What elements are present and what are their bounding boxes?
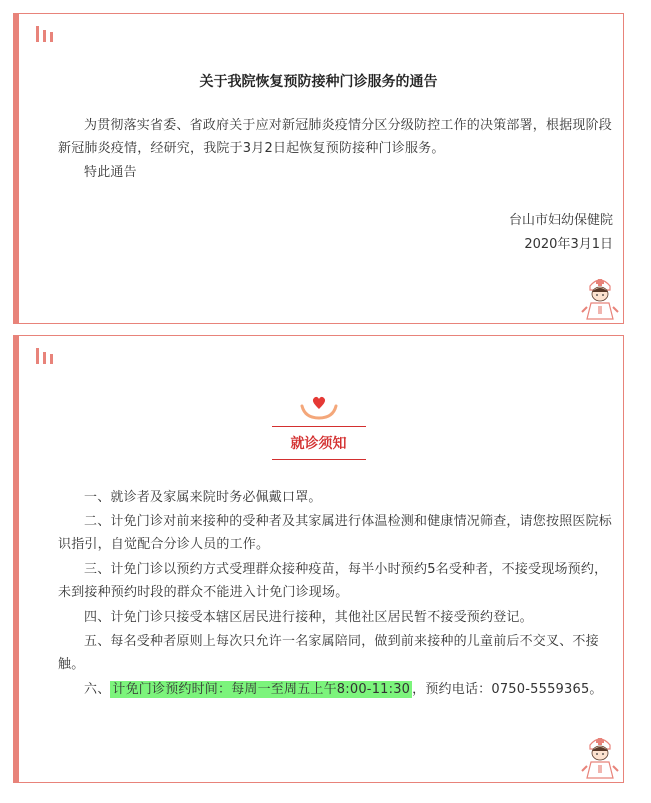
guide-card [13,335,624,783]
guide-title: 就诊须知 [272,426,366,460]
guide-item-6-prefix: 六、 [84,682,111,697]
guide-item-1: 一、就诊者及家属来院时务必佩戴口罩。 [84,490,322,505]
guide-item-2: 二、计免门诊对前来接种的受种者及其家属进行体温检测和健康情况筛查，请您按照医院标识指引，自觉配合分诊人员的工作。 [58,514,613,552]
guide-item-3: 三、计免门诊以预约方式受理群众接种疫苗，每半小时预约5名受种者，不接受现场预约，未到接种预约时段的群众不能进入计免门诊现场。 [58,562,608,600]
guide-item-6-phone: ，预约电话：0750-5559365。 [412,682,603,697]
notice-date: 2020年3月1日 [524,237,613,252]
notice-body: 为贯彻落实省委、省政府关于应对新冠肺炎疫情分区分级防控工作的决策部署，根据现阶段新冠肺炎疫情，经研究，我院于3月2日起恢复预防接种门诊服务。 [58,118,613,156]
notice-card [13,13,624,324]
nurse-icon [580,731,620,781]
bars-icon [36,348,58,364]
nurse-icon [580,272,620,322]
guide-header [14,396,623,460]
heart-hands-icon [299,396,339,422]
notice-closing: 特此通告 [84,165,137,180]
appointment-time-highlight: 计免门诊预约时间：每周一至周五上午8:00-11:30 [112,682,411,697]
guide-item-6 [58,678,614,701]
guide-item-4: 四、计免门诊只接受本辖区居民进行接种，其他社区居民暂不接受预约登记。 [84,610,533,625]
guide-item-5: 五、每名受种者原则上每次只允许一名家属陪同，做到前来接种的儿童前后不交叉、不接触。 [58,634,599,672]
notice-title: 关于我院恢复预防接种门诊服务的通告 [199,74,438,90]
notice-org: 台山市妇幼保健院 [508,213,613,228]
bars-icon [36,26,58,42]
